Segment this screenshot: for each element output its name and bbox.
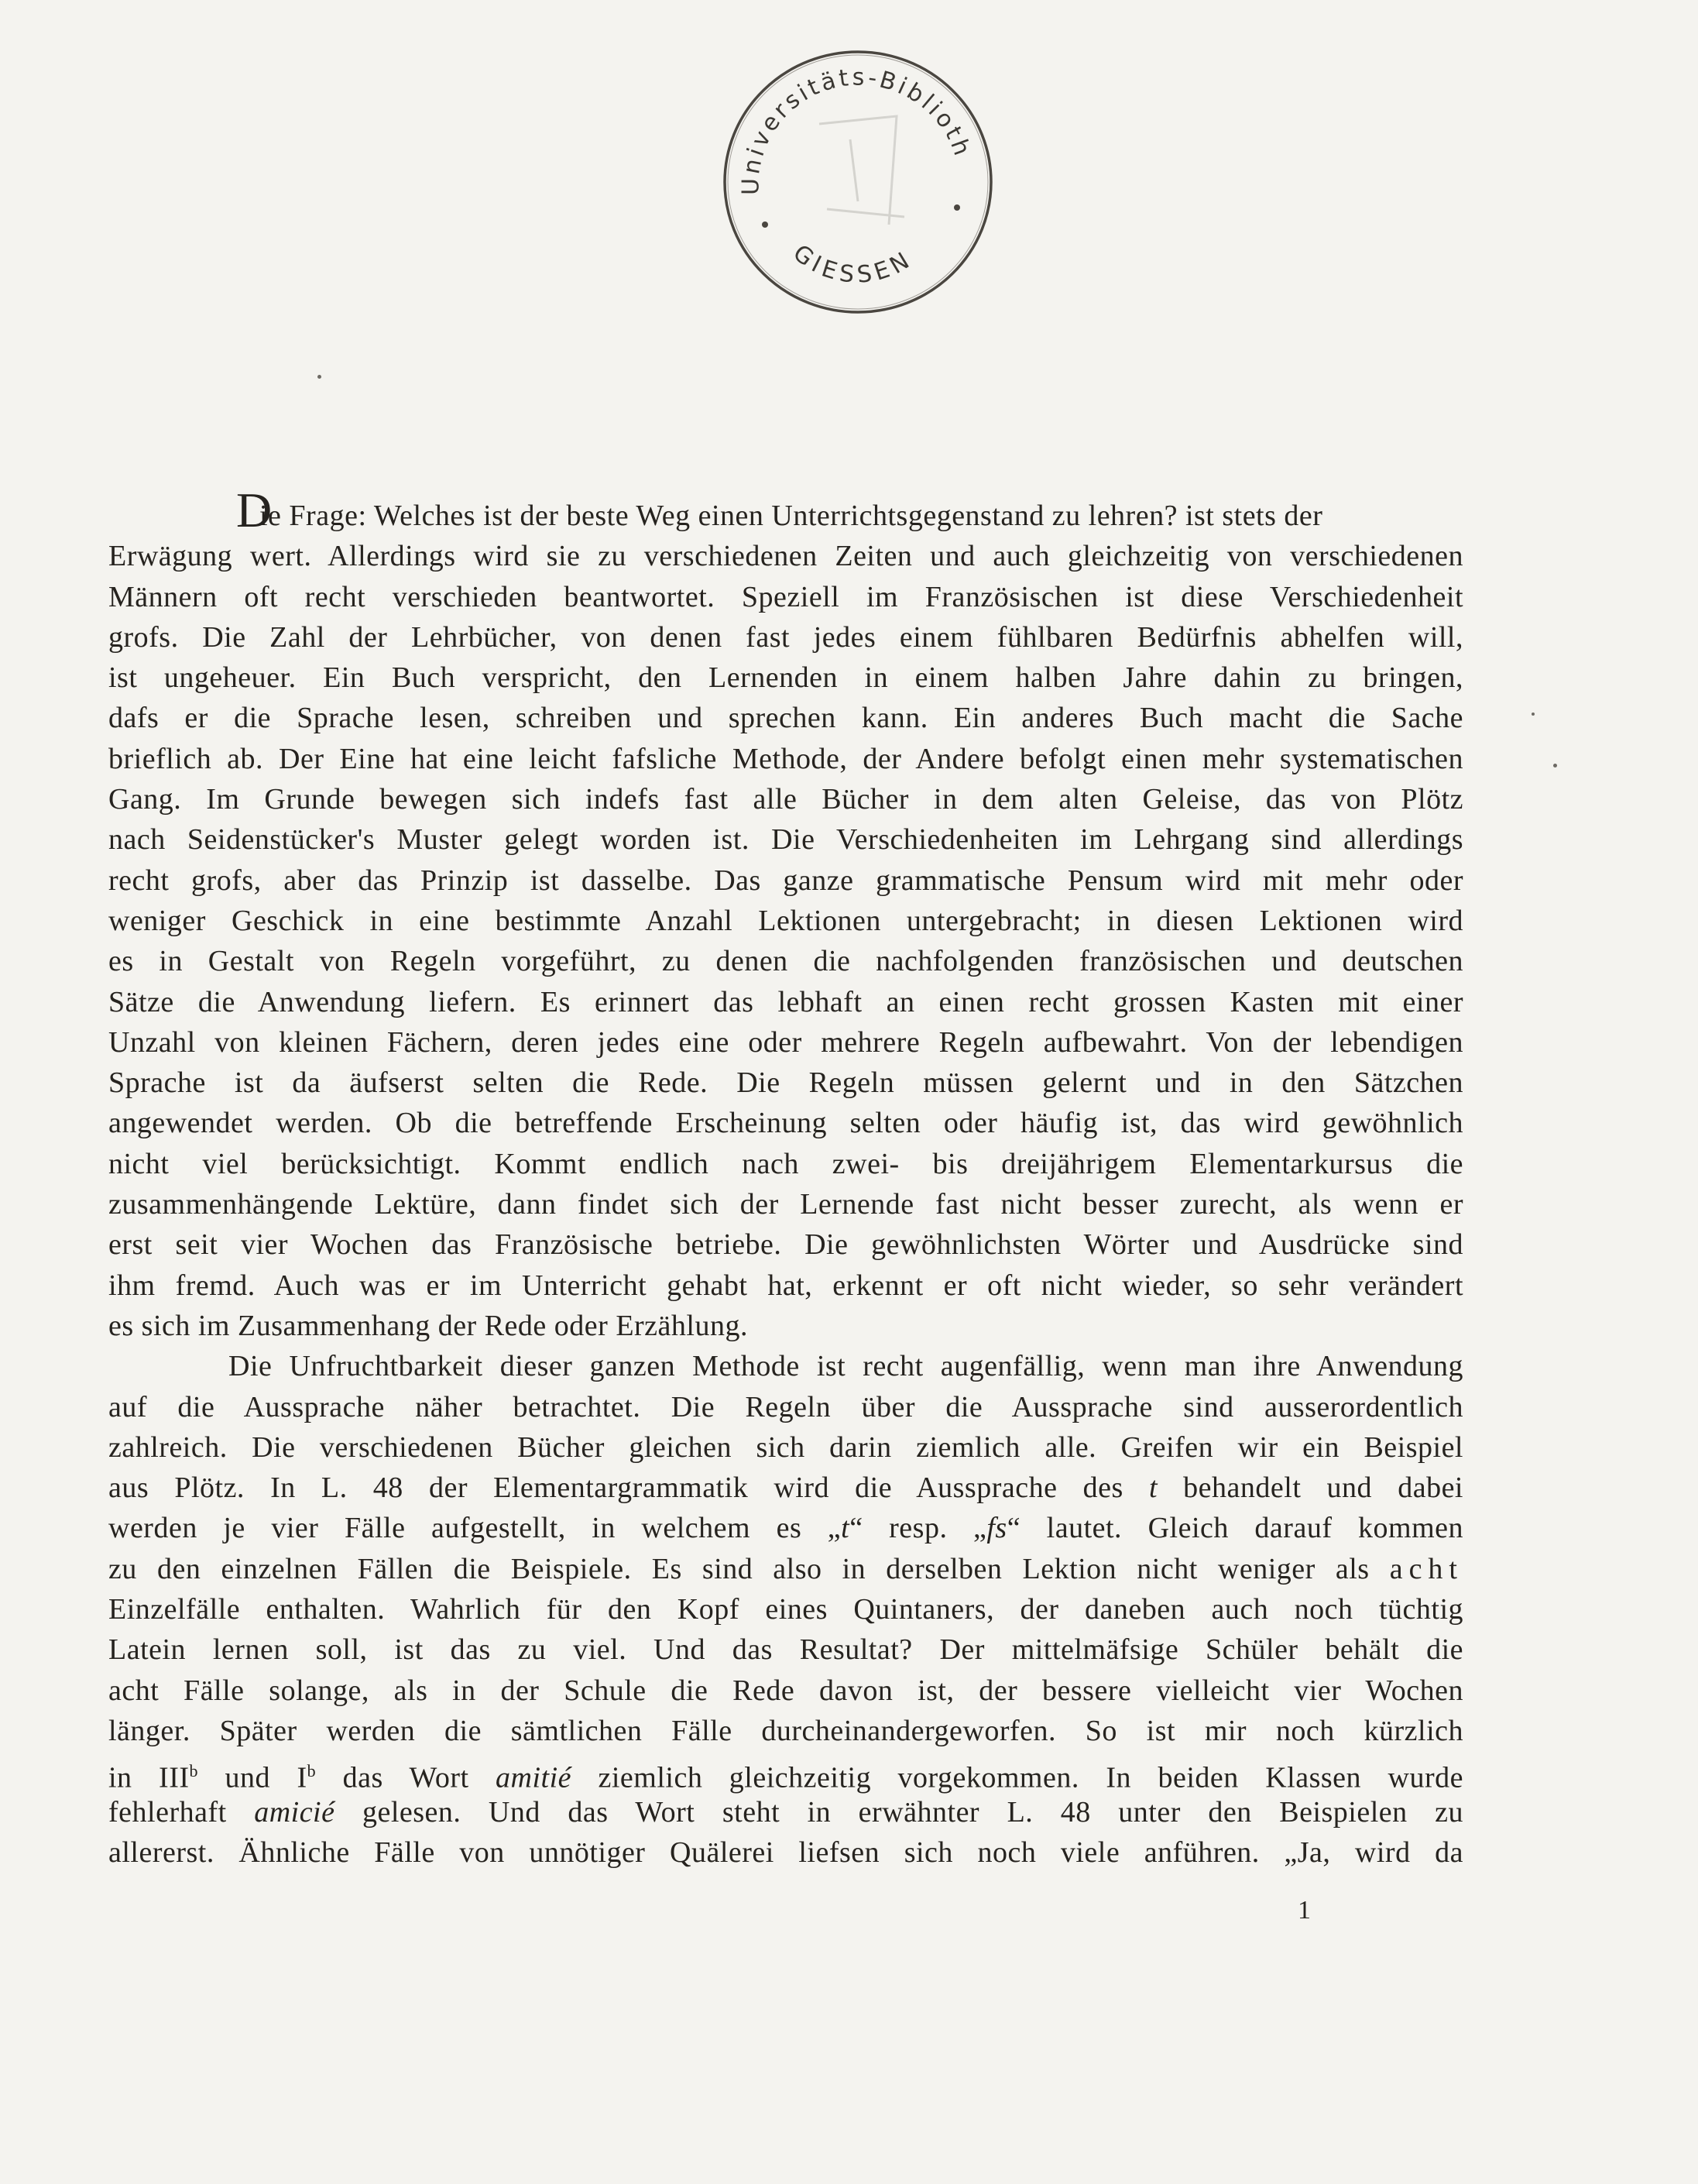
stamp-top-text: Universitäts-Biblioth [737, 64, 976, 196]
line-text: behandelt und dabei [1158, 1471, 1463, 1505]
paragraph-1-line: brieflich ab. Der Eine hat eine leicht fafsliche Methode, der Andere befolgt einen mehr systematischen [108, 742, 1463, 775]
paragraph-1-line: Sprache ist da äufserst selten die Rede. Die Regeln müssen gelernt und in den Sätzchen [108, 1066, 1463, 1100]
stamp-bottom-text: GIESSEN [787, 239, 918, 289]
paragraph-2-line [108, 1549, 1463, 1589]
line-text: gelesen. Und das Wort steht in erwähnter L. 48 unter den Beispielen zu [334, 1795, 1463, 1829]
paragraph-2-line: zahlreich. Die verschiedenen Bücher gleichen sich darin ziemlich alle. Greifen wir ein Beispiel [108, 1430, 1463, 1464]
stamp-seal-icon [711, 31, 1005, 325]
paragraph-1-line: weniger Geschick in eine bestimmte Anzahl Lektionen untergebracht; in diesen Lektionen wird [108, 904, 1463, 937]
paragraph-2-line: Die Unfruchtbarkeit dieser ganzen Methode ist recht augenfällig, wenn man ihre Anwendung [228, 1350, 1463, 1383]
paragraph-2-line [108, 1468, 1463, 1508]
paragraph-1-line: Gang. Im Grunde bewegen sich indefs fast alle Bücher in dem alten Geleise, das von Plötz [108, 783, 1463, 816]
superscript: b [307, 1761, 317, 1781]
italic-letter-t: t [1148, 1471, 1158, 1505]
paragraph-1-line: ihm fremd. Auch was er im Unterricht gehabt hat, erkennt er oft nicht wieder, so sehr verändert [108, 1269, 1463, 1302]
italic-letter-t: t [841, 1512, 850, 1545]
paragraph-2-line: Latein lernen soll, ist das zu viel. Und das Resultat? Der mittelmäfsige Schüler behält die [108, 1633, 1463, 1667]
line-text: werden je vier Fälle aufgestellt, in welchem es „ [108, 1512, 842, 1545]
paragraph-1-line: ie Frage: Welches ist der beste Weg einen Unterrichtsgegenstand zu lehren? ist stets der [259, 500, 1323, 532]
paragraph-1-line: erst seit vier Wochen das Französische betriebe. Die gewöhnlichsten Wörter und Ausdrücke sind [108, 1228, 1463, 1262]
spaced-word-acht: acht [1389, 1552, 1463, 1585]
paragraph-1-line: recht grofs, aber das Prinzip ist dasselbe. Das ganze grammatische Pensum wird mit mehr oder [108, 864, 1463, 897]
speck [1553, 764, 1557, 767]
speck [1532, 713, 1535, 716]
paragraph-1-line: Männern oft recht verschieden beantwortet. Speziell im Französischen ist diese Verschiedenheit [108, 580, 1463, 613]
paragraph-1-line: nicht viel berücksichtigt. Kommt endlich nach zwei- bis dreijährigem Elementarkursus die [108, 1147, 1463, 1180]
speck [317, 375, 321, 379]
line-text: “ lautet. Gleich darauf kommen [1007, 1512, 1463, 1545]
drop-cap: D [236, 482, 273, 537]
paragraph-1-line: ist ungeheuer. Ein Buch verspricht, den Lernenden in einem halben Jahre dahin zu bringen, [108, 661, 1463, 695]
library-stamp [711, 31, 1005, 325]
italic-letters-fs: fs [986, 1512, 1007, 1545]
line-text: “ resp. „ [849, 1512, 987, 1545]
body-text [108, 482, 1463, 1873]
line-text: in III [108, 1761, 190, 1794]
line-text: und I [198, 1761, 307, 1794]
paragraph-1-first-line [108, 482, 1463, 537]
paragraph-1-line: es sich im Zusammenhang der Rede oder Erzählung. [108, 1309, 748, 1342]
paragraph-2-line [108, 1508, 1463, 1548]
paragraph-2-line: Einzelfälle enthalten. Wahrlich für den Kopf eines Quintaners, der daneben auch noch tüchtig [108, 1593, 1463, 1626]
page-number: 1 [1298, 1896, 1311, 1925]
paragraph-2-line: auf die Aussprache näher betrachtet. Die Regeln über die Aussprache sind ausserordentlich [108, 1390, 1463, 1423]
paragraph-2-line: länger. Später werden die sämtlichen Fälle durcheinandergeworfen. So ist mir noch kürzlich [108, 1714, 1463, 1747]
paragraph-2-line [108, 1751, 1463, 1794]
italic-word-amitie: amitié [496, 1761, 572, 1794]
paragraph-1-line: nach Seidenstücker's Muster gelegt worden ist. Die Verschiedenheiten im Lehrgang sind allerdings [108, 823, 1463, 857]
superscript: b [189, 1761, 198, 1781]
paragraph-2-line: allererst. Ähnliche Fälle von unnötiger Quälerei liefsen sich noch viele anführen. „Ja, wird da [108, 1835, 1463, 1869]
paragraph-1-line: dafs er die Sprache lesen, schreiben und sprechen kann. Ein anderes Buch macht die Sache [108, 702, 1463, 735]
paragraph-1-line: Erwägung wert. Allerdings wird sie zu verschiedenen Zeiten und auch gleichzeitig von verschiedenen [108, 540, 1463, 573]
line-text: das Wort [316, 1761, 496, 1794]
paragraph-1-line: Sätze die Anwendung liefern. Es erinnert das lebhaft an einen recht grossen Kasten mit einer [108, 985, 1463, 1018]
paragraph-1-line: Unzahl von kleinen Fächern, deren jedes eine oder mehrere Regeln aufbewahrt. Von der lebendigen [108, 1025, 1463, 1059]
paragraph-1-line: angewendet werden. Ob die betreffende Erscheinung selten oder häufig ist, das wird gewöhnlich [108, 1107, 1463, 1140]
line-text: fehlerhaft [108, 1795, 255, 1829]
paragraph-2-line [108, 1792, 1463, 1832]
paragraph-1-line: zusammenhängende Lektüre, dann findet sich der Lernende fast nicht besser zurecht, als wenn er [108, 1188, 1463, 1221]
italic-word-amicie: amicié [254, 1795, 335, 1829]
svg-text:GIESSEN [788, 239, 918, 289]
paragraph-2-line: acht Fälle solange, als in der Schule die Rede davon ist, der bessere vielleicht vier Wochen [108, 1674, 1463, 1707]
line-text: aus Plötz. In L. 48 der Elementargrammatik wird die Aussprache des [108, 1471, 1149, 1505]
paragraph-1-line: grofs. Die Zahl der Lehrbücher, von denen fast jedes einem fühlbaren Bedürfnis abhelfen will, [108, 620, 1463, 654]
paragraph-1-line: es in Gestalt von Regeln vorgeführt, zu denen die nachfolgenden französischen und deutschen [108, 945, 1463, 978]
line-text: zu den einzelnen Fällen die Beispiele. Es sind also in derselben Lektion nicht weniger als [108, 1552, 1390, 1585]
line-text: ziemlich gleichzeitig vorgekommen. In beiden Klassen wurde [571, 1761, 1463, 1794]
